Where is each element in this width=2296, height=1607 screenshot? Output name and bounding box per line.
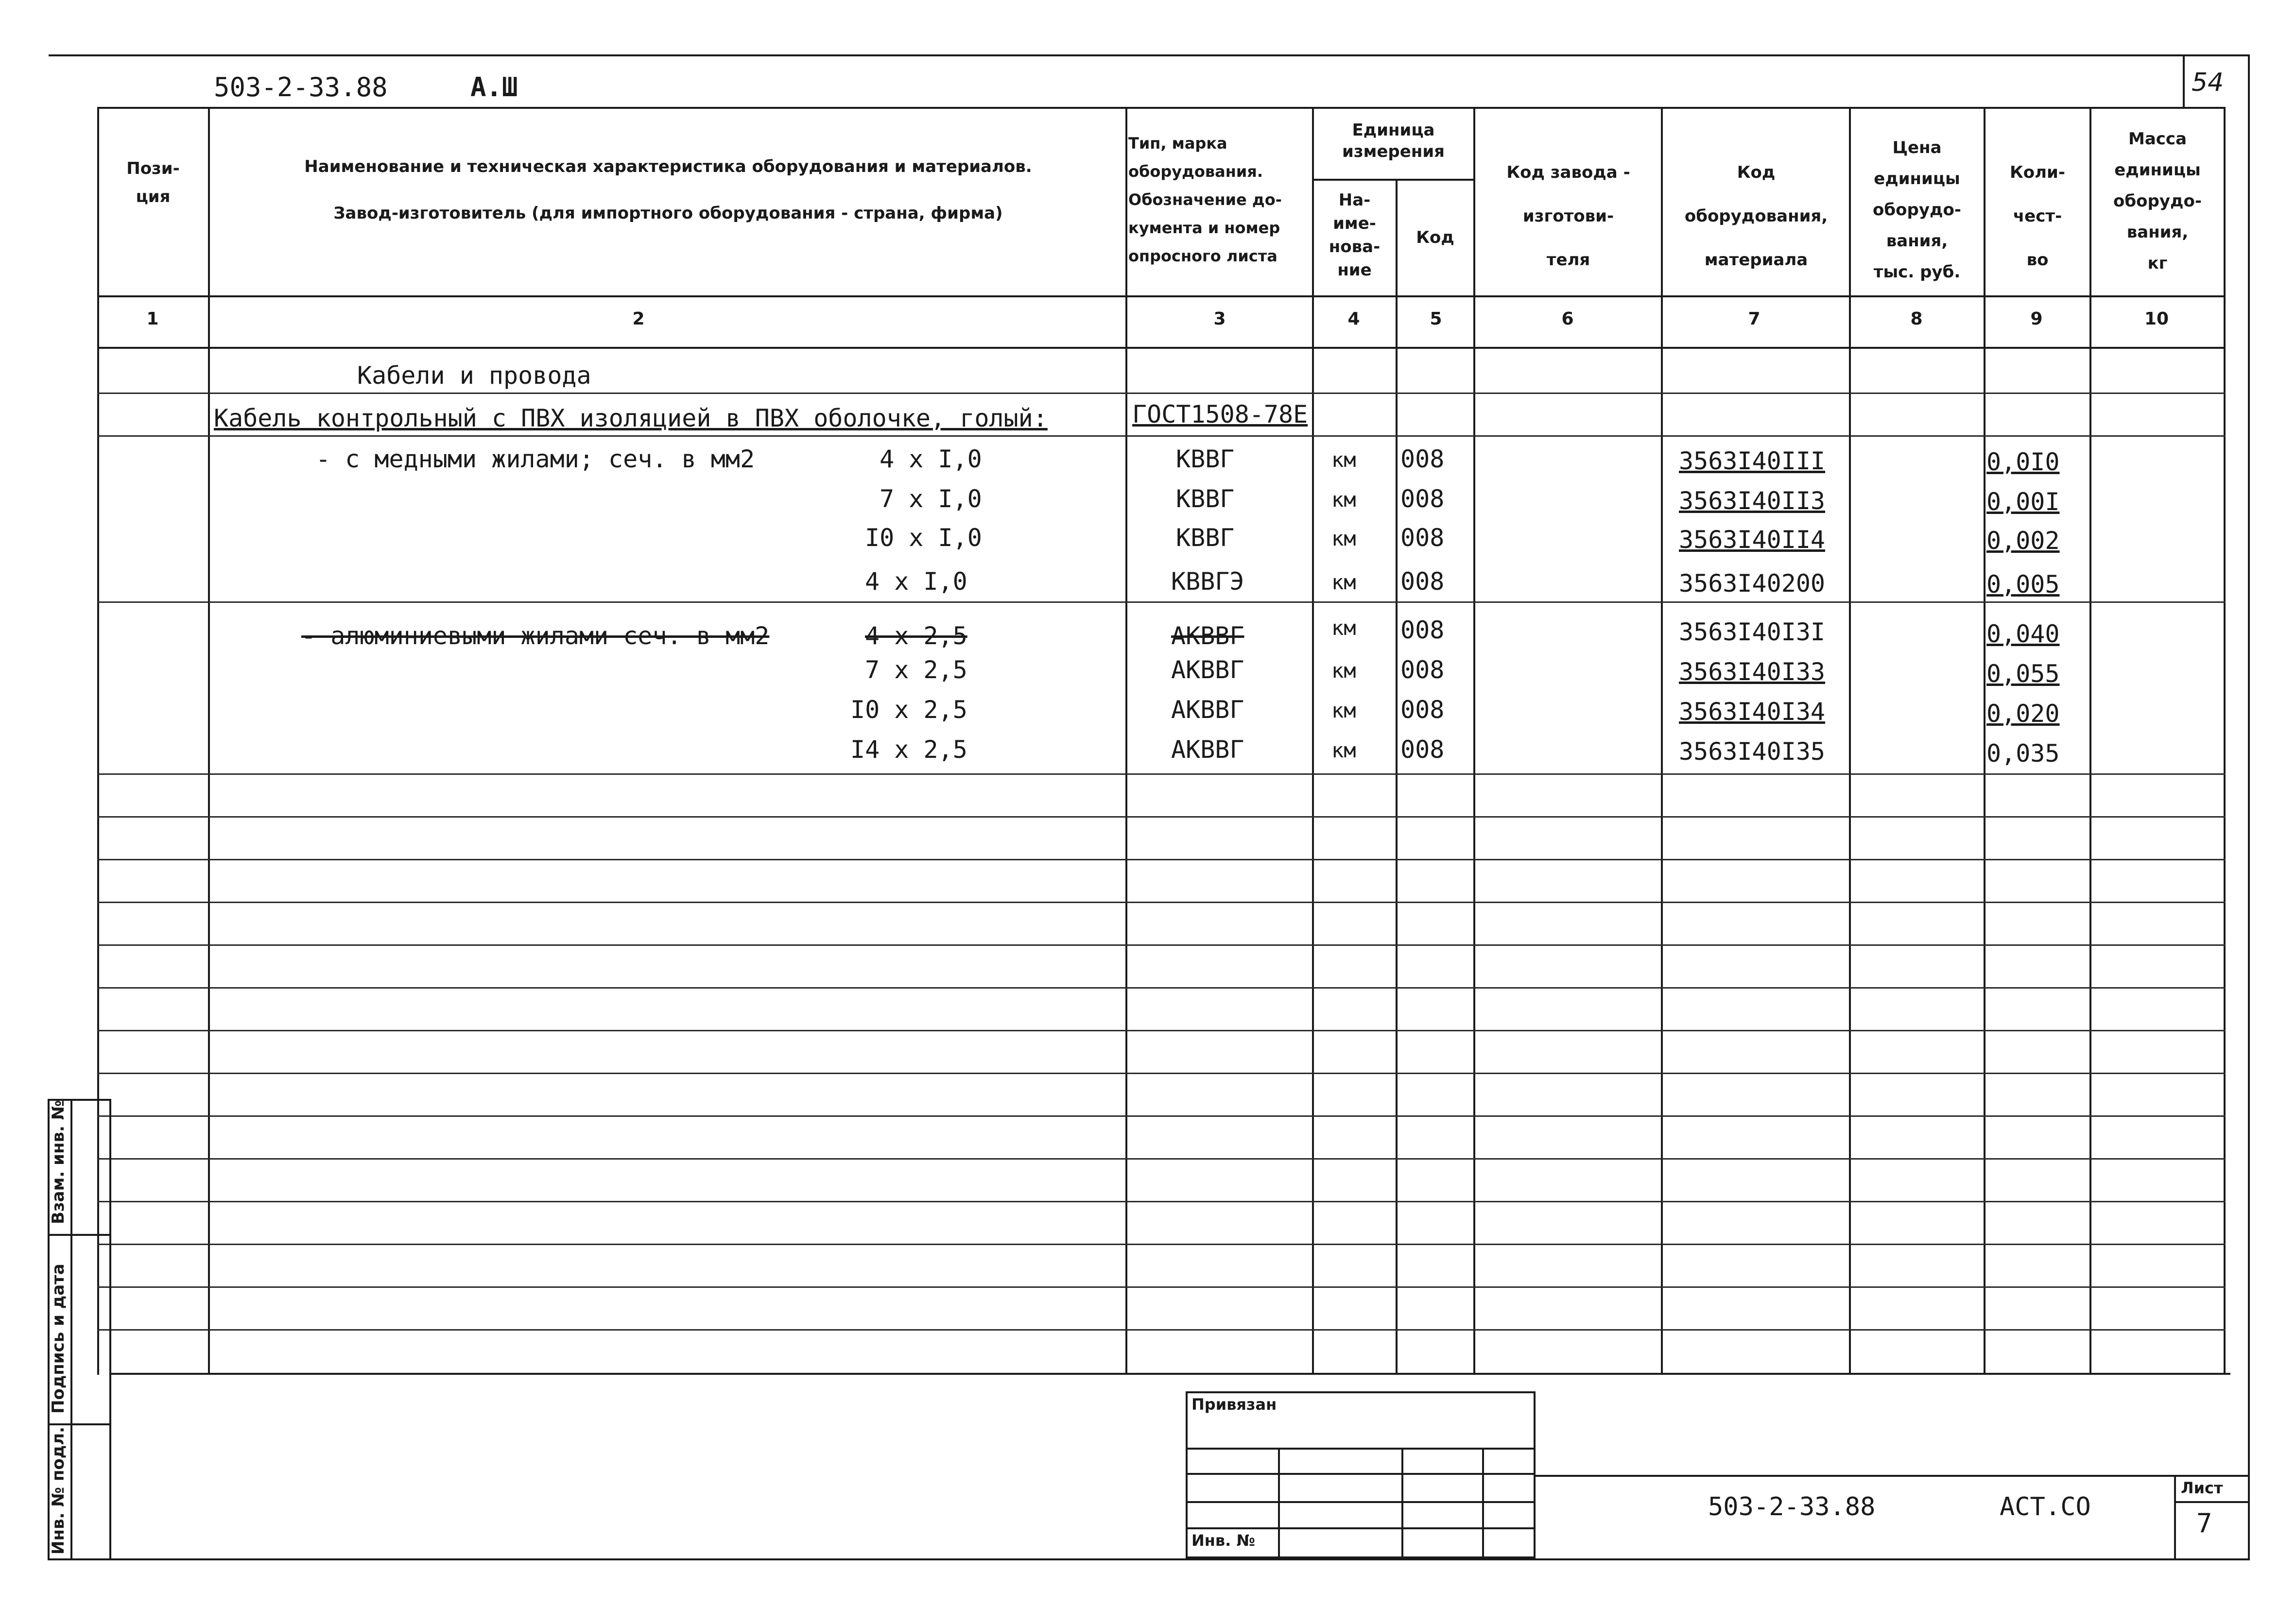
stamp-doc-mark: АСТ.СО xyxy=(2000,1492,2091,1522)
row-type: АКВВГ xyxy=(1171,696,1244,724)
sheet-box-left xyxy=(2174,1475,2176,1558)
header-unit: Единица измерения xyxy=(1342,120,1445,161)
row-equip-code: 3563I40I3I xyxy=(1679,618,1826,646)
stamp-inv-no-label: Инв. № xyxy=(1191,1531,1255,1550)
row-size: I0 x I,0 xyxy=(865,524,982,552)
col-line-1 xyxy=(208,107,210,1375)
header-mass: Масса единицы оборудо- вания, кг xyxy=(2113,129,2202,273)
row-type: КВВГ xyxy=(1176,445,1235,473)
row-equip-code: 3563I40I35 xyxy=(1679,737,1826,766)
row-line xyxy=(97,987,2226,989)
col-line-7 xyxy=(1849,107,1851,1375)
row-size: I4 x 2,5 xyxy=(850,735,967,764)
row-unit: км xyxy=(1331,488,1356,512)
page-number: 54 xyxy=(2192,68,2224,97)
header-unit-name: На- име- нова- ние xyxy=(1329,190,1381,280)
row-line xyxy=(97,1329,2226,1331)
col-line-5 xyxy=(1473,107,1475,1375)
row-line xyxy=(97,773,2226,775)
row-size: 4 x I,0 xyxy=(865,567,967,596)
row-code: 008 xyxy=(1400,567,1445,596)
colnum-1: 1 xyxy=(146,309,159,329)
row-line xyxy=(97,393,2226,394)
col-line-3 xyxy=(1312,107,1314,1375)
row-equip-code: 3563I40II4 xyxy=(1679,526,1826,554)
row-size: 7 x 2,5 xyxy=(865,656,967,684)
section-title: Кабели и провода xyxy=(357,361,591,390)
row-line xyxy=(97,1158,2226,1160)
row-line xyxy=(97,1286,2226,1288)
stamp-doc-code: 503-2-33.88 xyxy=(1708,1492,1876,1522)
col-line-10 xyxy=(2224,107,2226,1375)
row-code: 008 xyxy=(1400,696,1445,724)
stamp-privyazan-label: Привязан xyxy=(1191,1395,1277,1414)
title-block-top xyxy=(1536,1475,2250,1477)
stamp-col-2 xyxy=(1401,1448,1403,1558)
header-equip-code: Код оборудования, материала xyxy=(1684,163,1828,270)
top-album-code: А.Ш xyxy=(470,72,518,103)
row-code: 008 xyxy=(1400,445,1445,473)
col-line-9 xyxy=(2089,107,2091,1375)
header-position: Пози- ция xyxy=(126,159,180,206)
row-type: АКВВГ xyxy=(1171,656,1244,684)
side-strip-mid xyxy=(70,1099,72,1560)
row-equip-code: 3563I40I33 xyxy=(1679,658,1826,686)
colnum-3: 3 xyxy=(1213,309,1226,329)
row-line xyxy=(97,816,2226,818)
row-equip-code: 3563I40II3 xyxy=(1679,487,1826,515)
page-num-box-left xyxy=(2183,54,2185,108)
row-unit: км xyxy=(1331,448,1356,472)
table-top-line xyxy=(97,107,2226,109)
col-line-4 xyxy=(1396,180,1398,1375)
row-code: 008 xyxy=(1400,656,1445,684)
colnum-bottom-line xyxy=(97,347,2226,349)
row-size: 4 x 2,5 xyxy=(865,622,967,650)
row-code: 008 xyxy=(1400,735,1445,764)
header-bottom-line xyxy=(97,295,2226,297)
row-qty: 0,040 xyxy=(1986,620,2060,648)
aluminium-label: - алюминиевыми жилами сеч. в мм2 xyxy=(301,622,770,650)
row-size: I0 x 2,5 xyxy=(850,696,967,724)
row-unit: км xyxy=(1331,738,1356,762)
header-plant-code: Код завода - изготови- теля xyxy=(1506,163,1630,270)
row-code: 008 xyxy=(1400,485,1445,513)
colnum-6: 6 xyxy=(1561,309,1574,329)
stamp-sheet-label: Лист xyxy=(2181,1479,2223,1497)
row-qty: 0,055 xyxy=(1986,660,2060,688)
row-line xyxy=(97,1115,2226,1117)
row-line xyxy=(97,1030,2226,1031)
row-line xyxy=(97,944,2226,946)
colnum-2: 2 xyxy=(632,309,645,329)
col-line-0 xyxy=(97,107,99,1375)
side-label-podpis: Подпись и дата xyxy=(49,1264,68,1414)
row-qty: 0,005 xyxy=(1986,570,2060,598)
bottom-rule xyxy=(48,1558,2250,1560)
row-type: КВВГ xyxy=(1176,524,1235,552)
colnum-7: 7 xyxy=(1748,309,1761,329)
row-code: 008 xyxy=(1400,524,1445,552)
header-qty: Коли- чест- во xyxy=(2010,163,2065,270)
col-line-6 xyxy=(1661,107,1663,1375)
table-bottom-line xyxy=(109,1373,2230,1375)
row-equip-code: 3563I40III xyxy=(1679,447,1826,475)
row-qty: 0,0I0 xyxy=(1986,448,2060,476)
stamp-col-1 xyxy=(1278,1448,1280,1558)
side-label-inv-podl: Инв. № подл. xyxy=(49,1426,68,1555)
row-size: 7 x I,0 xyxy=(880,485,982,513)
side-strip-right xyxy=(109,1099,111,1560)
row-qty: 0,020 xyxy=(1986,700,2060,728)
header-price: Цена единицы оборудо- вания, тыс. руб. xyxy=(1873,138,1961,282)
colnum-8: 8 xyxy=(1910,309,1923,329)
top-doc-code: 503-2-33.88 xyxy=(214,72,388,103)
row-line xyxy=(97,902,2226,903)
row-type: КВВГЭ xyxy=(1171,567,1244,596)
header-type: Тип, марка оборудования. Обозначение до- кумента и номер опросного листа xyxy=(1128,134,1282,265)
gost-reference: ГОСТ1508-78Е xyxy=(1132,400,1308,428)
copper-label: - с медными жилами; сеч. в мм2 xyxy=(316,445,755,473)
header-unit-code: Код xyxy=(1416,228,1454,247)
row-unit: км xyxy=(1331,570,1356,594)
row-line xyxy=(97,601,2226,603)
row-line xyxy=(97,1244,2226,1245)
row-line xyxy=(97,1201,2226,1202)
row-type: АКВВГ xyxy=(1171,735,1244,764)
unit-split-line xyxy=(1312,179,1473,181)
row-unit: км xyxy=(1331,527,1356,550)
cable-title: Кабель контрольный с ПВХ изоляцией в ПВХ оболочке, голый: xyxy=(214,404,1048,432)
row-unit: км xyxy=(1331,659,1356,683)
col-line-8 xyxy=(1984,107,1985,1375)
colnum-10: 10 xyxy=(2144,309,2169,329)
row-type: КВВГ xyxy=(1176,485,1235,513)
row-line xyxy=(97,859,2226,860)
colnum-9: 9 xyxy=(2030,309,2043,329)
top-rule xyxy=(49,54,2250,56)
row-equip-code: 3563I40200 xyxy=(1679,569,1826,598)
side-strip-div1 xyxy=(48,1234,111,1236)
colnum-4: 4 xyxy=(1347,309,1360,329)
row-size: 4 x I,0 xyxy=(880,445,982,473)
row-qty: 0,002 xyxy=(1986,527,2060,555)
header-name-line2: Завод-изготовитель (для импортного оборудования - страна, фирма) xyxy=(333,204,1003,223)
colnum-5: 5 xyxy=(1430,309,1442,329)
header-name-line1: Наименование и техническая характеристика оборудования и материалов. xyxy=(304,157,1032,176)
row-unit: км xyxy=(1331,699,1356,722)
row-line xyxy=(97,1073,2226,1074)
col-line-2 xyxy=(1125,107,1127,1375)
stamp-sheet-number: 7 xyxy=(2196,1508,2212,1539)
right-rule xyxy=(2248,54,2250,1560)
sheet-box-mid xyxy=(2174,1501,2250,1503)
side-strip-div2 xyxy=(48,1423,111,1425)
row-unit: км xyxy=(1331,616,1356,640)
row-equip-code: 3563I40I34 xyxy=(1679,698,1826,726)
row-line xyxy=(97,435,2226,437)
stamp-col-3 xyxy=(1482,1448,1484,1558)
row-code: 008 xyxy=(1400,616,1445,644)
row-qty: 0,00I xyxy=(1986,488,2060,516)
side-label-vzam: Взам. инв. № xyxy=(49,1100,68,1224)
row-qty: 0,035 xyxy=(1986,739,2060,768)
row-type: АКВВГ xyxy=(1171,622,1244,650)
